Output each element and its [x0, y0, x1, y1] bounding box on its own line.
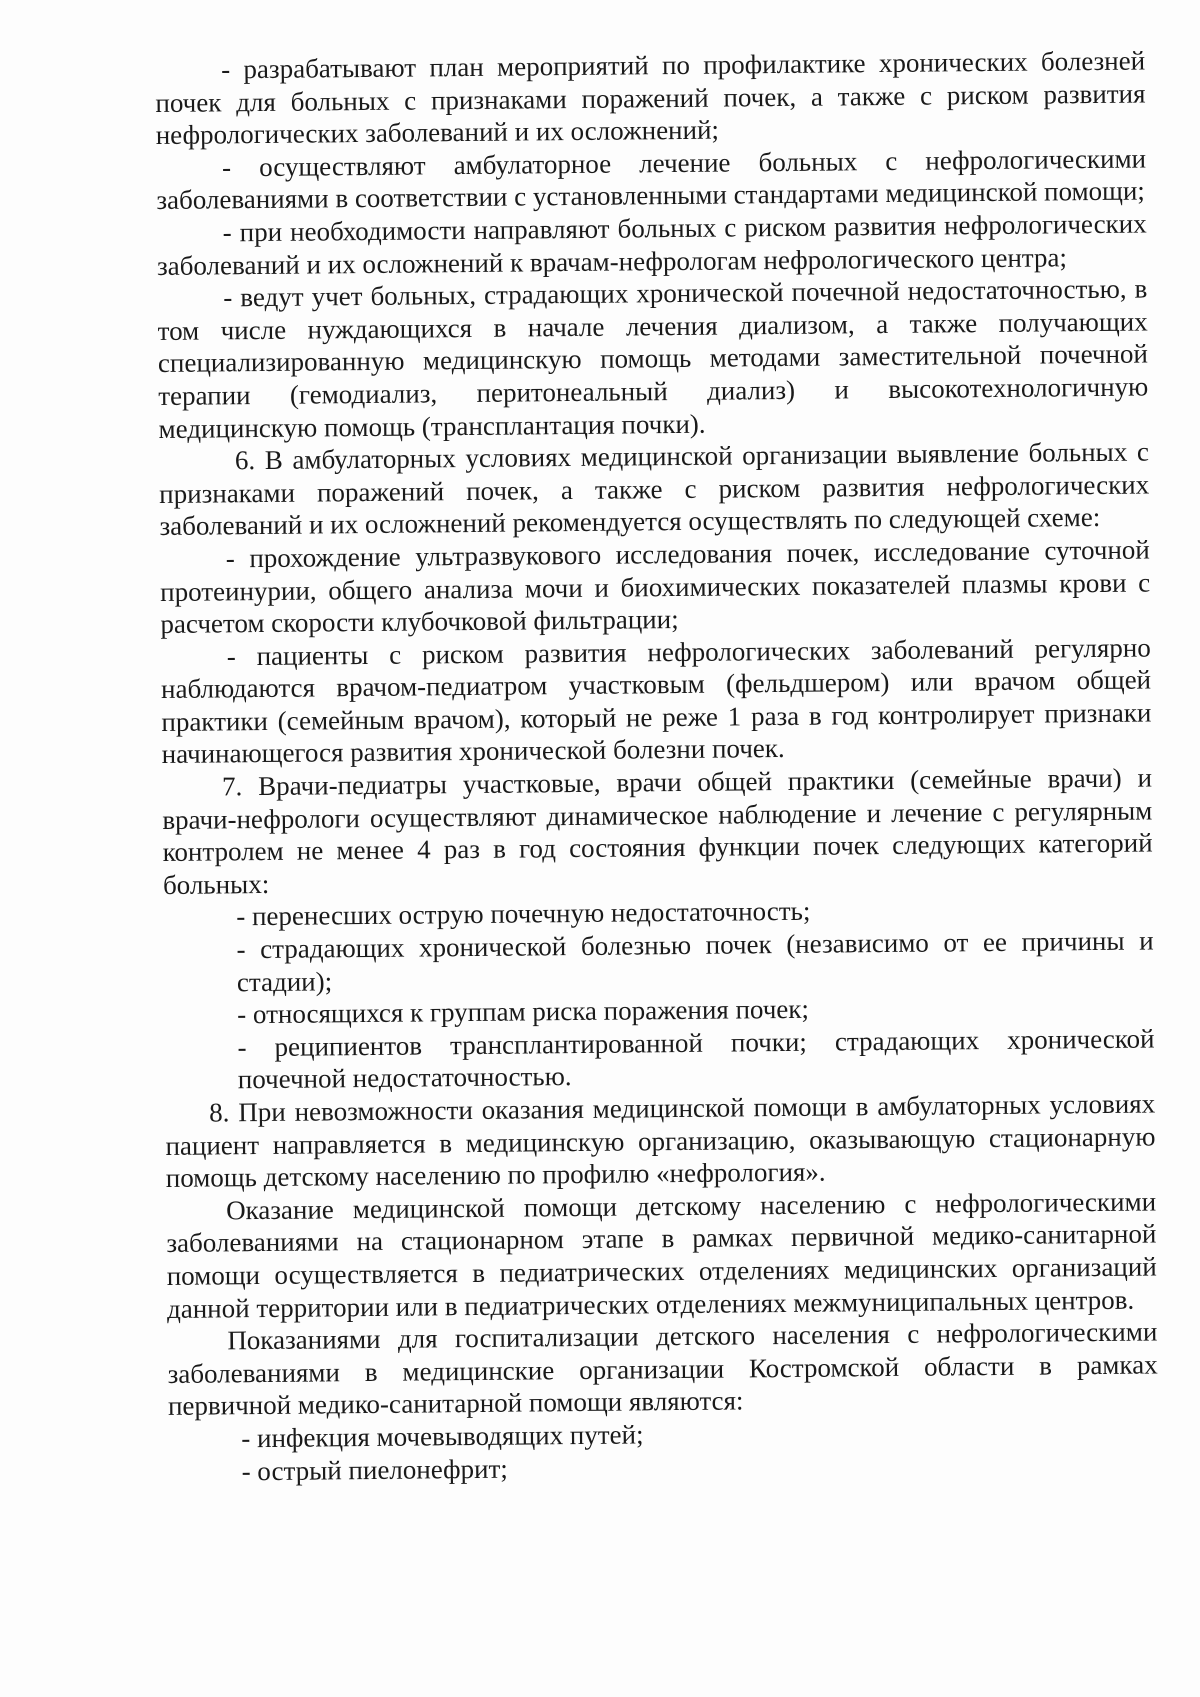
list-item-5: - инфекция мочевыводящих путей; [241, 1419, 644, 1454]
paragraph-5: 6. В амбулаторных условиях медицинской организации выявление больных с признаками поражений почек, а также с риском развития нефрологических заболеваний и их осложнений рекомендуется осуществлять по следующей схеме: [159, 436, 1150, 542]
paragraph-6: - прохождение ультразвукового исследования почек, исследование суточной протеинурии, общего анализа мочи и биохимических показателей плазмы крови с расчетом скорости клубочковой фильтрации; [160, 534, 1151, 640]
paragraph-8: 7. Врачи-педиатры участковые, врачи общей практики (семейные врачи) и врачи-нефрологи осуществляют динамическое наблюдение и лечение с регулярным контролем не менее 4 раз в год состояния функции почек следующих категорий больных: [162, 762, 1153, 900]
list-item-3: - относящихся к группам риска поражения почек; [237, 993, 810, 1030]
paragraph-10: Оказание медицинской помощи детскому населению с нефрологическими заболеваниями на стационарном этапе в рамках первичной медико-санитарной помощи осуществляется в педиатрических отделениях медицинских организаций данной территории или в педиатрических отделениях межмуниципальных центров. [166, 1186, 1157, 1324]
paragraph-4: - ведут учет больных, страдающих хронической почечной недостаточностью, в том числе нуждающихся в начале лечения диализом, а также получающих специализированную медицинскую помощь методами заместительной почечной терапии (гемодиализ, перитонеальный диализ) и высокотехнологичную медицинскую помощь (трансплантация почки). [157, 273, 1149, 444]
list-item-6: - острый пиелонефрит; [241, 1453, 508, 1486]
paragraph-7: - пациенты с риском развития нефрологических заболеваний регулярно наблюдаются врачом-педиатром участковым (фельдшером) или врачом общей практики (семейным врачом), который не реже 1 раза в год контролирует признаки начинающегося развития хронической болезни почек. [160, 632, 1152, 770]
paragraph-11: Показаниями для госпитализации детского населения с нефрологическими заболеваниями в медицинские организации Костромской области в рамках первичной медико-санитарной помощи являются: [167, 1316, 1158, 1422]
list-item-4: - реципиентов трансплантированной почки; страдающих хронической почечной недостаточностью. [237, 1023, 1155, 1095]
document-body [155, 44, 1159, 1488]
list-item-1: - перенесших острую почечную недостаточность; [236, 896, 811, 932]
list-item-2: - страдающих хронической болезнью почек (независимо от ее причины и стадии); [236, 925, 1154, 997]
paragraph-1: - разрабатывают план мероприятий по профилактике хронических болезней почек для больных с признаками поражений почек, а также с риском развития нефрологических заболеваний и их осложнений; [155, 45, 1146, 151]
paragraph-3: - при необходимости направляют больных с риском развития нефрологических заболеваний и их осложнений к врачам-нефрологам нефрологического центра; [156, 208, 1147, 281]
paragraph-9: 8. При невозможности оказания медицинской помощи в амбулаторных условиях пациент направляется в медицинскую организацию, оказывающую стационарную помощь детскому населению по профилю «нефрология». [165, 1088, 1156, 1194]
paragraph-2: - осуществляют амбулаторное лечение больных с нефрологическими заболеваниями в соответствии с установленными стандартами медицинской помощи; [156, 143, 1147, 216]
